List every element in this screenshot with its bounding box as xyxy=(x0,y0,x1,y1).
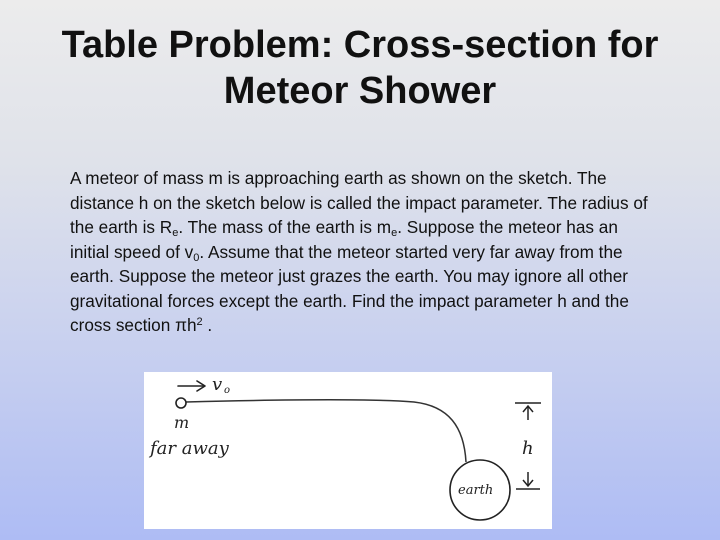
subscript-e-radius: e xyxy=(172,227,179,239)
sketch-drawing xyxy=(144,372,552,529)
earth-label: earth xyxy=(458,483,494,498)
mass-label: m xyxy=(174,413,190,432)
superscript-two: 2 xyxy=(196,316,203,328)
slide-title xyxy=(0,22,720,114)
problem-text-end: . xyxy=(202,315,213,335)
h-label: h xyxy=(522,438,534,459)
velocity-arrow xyxy=(178,381,205,391)
title-line-1: Table Problem: Cross-section for xyxy=(61,24,659,66)
h-symbol: h xyxy=(186,315,197,335)
problem-statement xyxy=(70,166,650,338)
subscript-e-mass: e xyxy=(391,227,398,239)
title-line-2: Meteor Shower xyxy=(223,70,497,112)
problem-text-3: . Suppose the meteor has an initial speed of v xyxy=(70,217,618,262)
velocity-label: v xyxy=(212,374,223,395)
far-away-label: far away xyxy=(150,438,229,459)
meteor-circle xyxy=(176,398,186,408)
pi-symbol: π xyxy=(175,315,187,335)
subscript-zero: 0 xyxy=(193,251,200,264)
meteor-sketch xyxy=(144,372,552,529)
problem-text-2: . The mass of the earth is m xyxy=(178,217,392,237)
problem-text-4: . Assume that the meteor started very far away from the earth. Suppose the meteor just grazes the earth. You may ignore all other gravitational forces except the earth. Find the impact parameter h and the cross section xyxy=(70,241,629,335)
problem-text-1: A meteor of mass m is approaching earth as shown on the sketch. The distance h on the sketch below is called the impact parameter. The radius of the earth is R xyxy=(70,168,648,237)
velocity-subscript: o xyxy=(224,385,231,396)
